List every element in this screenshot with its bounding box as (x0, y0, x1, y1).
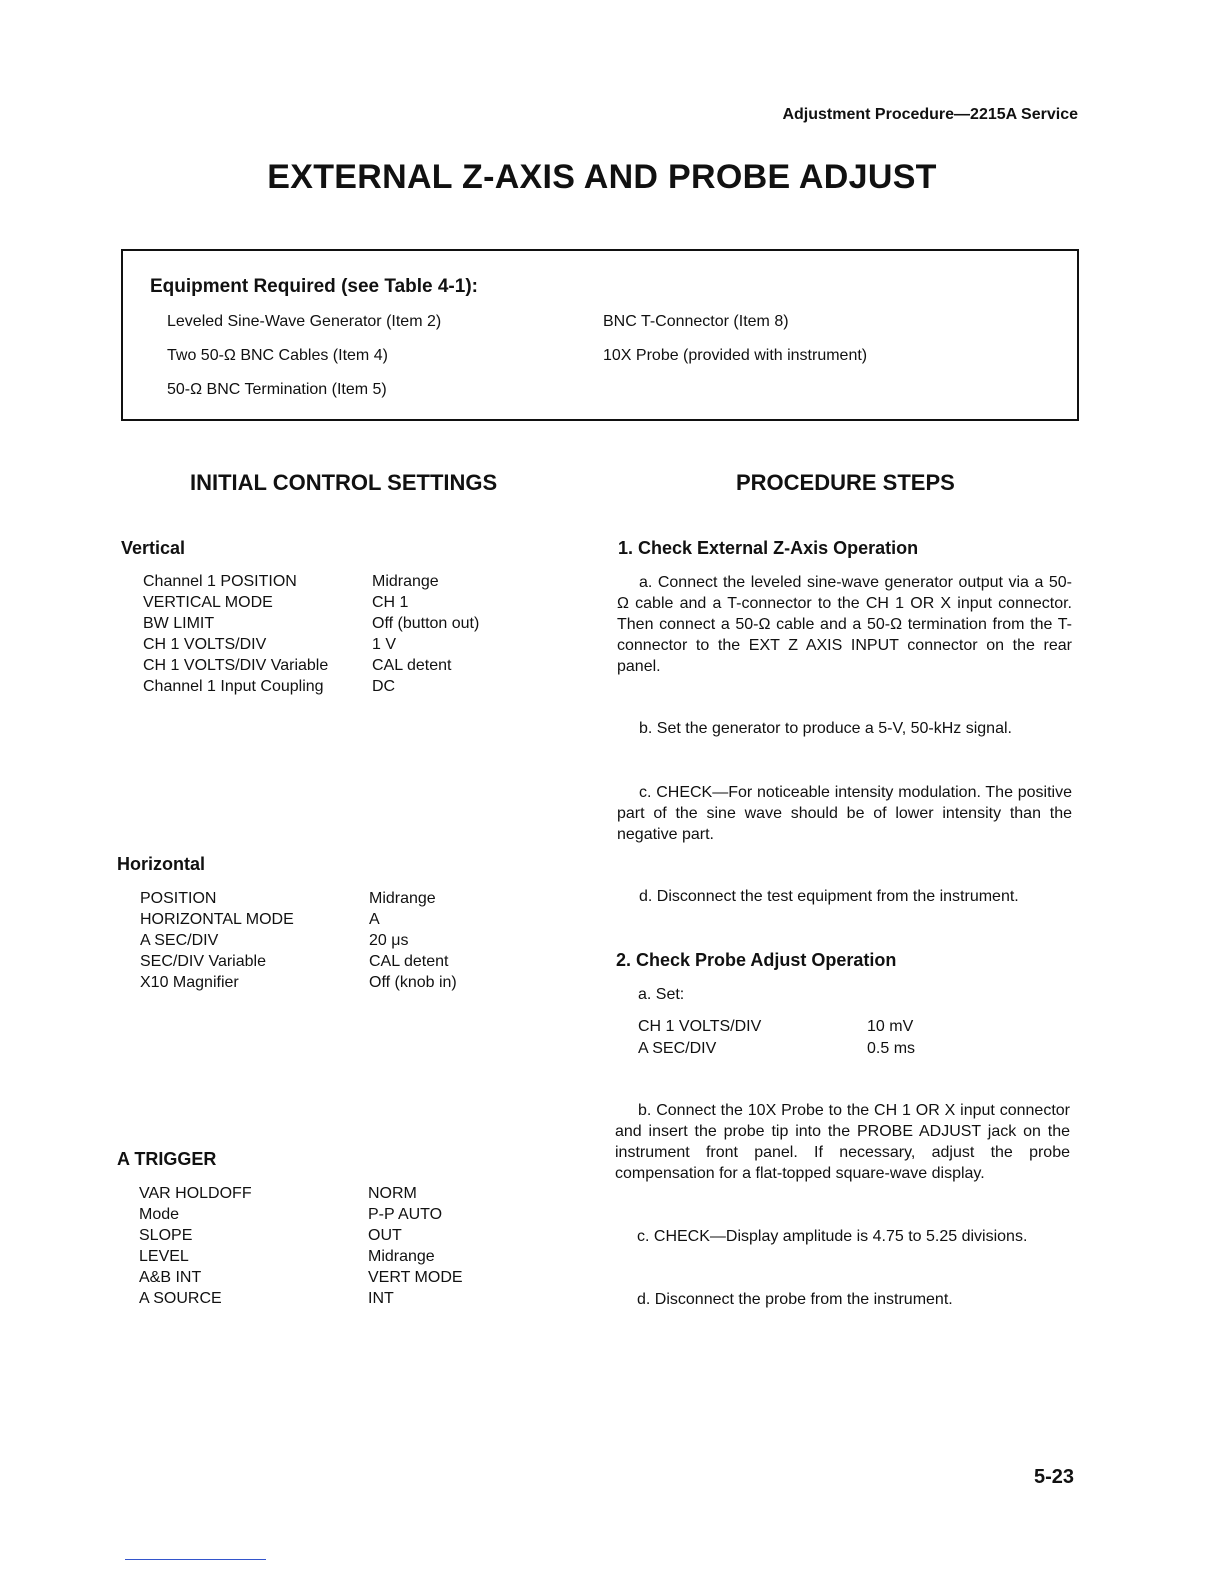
step-2b-text: b. Connect the 10X Probe to the CH 1 OR X input connector and insert the probe tip into the PROBE ADJUST jack on the instrument front panel. If necessary, adjust the probe compensation for a flat-topped square-wave display. (615, 1102, 1070, 1182)
setting-value: Midrange (369, 890, 436, 907)
setting-value: CAL detent (369, 953, 449, 970)
running-head: Adjustment Procedure—2215A Service (782, 106, 1078, 123)
setting-label: Mode (139, 1206, 180, 1223)
setting-row (143, 592, 503, 613)
setting-value: INT (368, 1290, 394, 1307)
step-2-settings (638, 1016, 958, 1060)
setting-label: CH 1 VOLTS/DIV Variable (143, 657, 329, 674)
footer-rule (125, 1559, 266, 1560)
step-1b-text: b. Set the generator to produce a 5-V, 50-kHz signal. (639, 720, 1012, 737)
setting-value: A (369, 911, 380, 928)
setting-value: Midrange (368, 1248, 435, 1265)
setting-label: A&B INT (139, 1269, 202, 1286)
setting-value: 20 μs (369, 932, 409, 949)
setting-value: 10 mV (867, 1018, 914, 1035)
setting-value: DC (372, 678, 396, 695)
setting-value: CH 1 (372, 594, 409, 611)
setting-row (140, 930, 500, 951)
page-title: EXTERNAL Z-AXIS AND PROBE ADJUST (267, 158, 937, 196)
setting-label: HORIZONTAL MODE (140, 911, 294, 928)
setting-row (638, 1016, 958, 1038)
setting-row (143, 655, 503, 676)
setting-value: Midrange (372, 573, 439, 590)
setting-row (143, 676, 503, 697)
setting-label: BW LIMIT (143, 615, 215, 632)
setting-label: POSITION (140, 890, 217, 907)
setting-row (140, 951, 500, 972)
setting-value: Off (knob in) (369, 974, 457, 991)
setting-row (139, 1267, 499, 1288)
equipment-heading: Equipment Required (see Table 4-1): (150, 276, 478, 297)
step-2d-text: d. Disconnect the probe from the instrument. (637, 1291, 953, 1308)
setting-value: 0.5 ms (867, 1040, 916, 1057)
horizontal-heading: Horizontal (117, 854, 205, 874)
setting-value: NORM (368, 1185, 417, 1202)
step-1d-text: d. Disconnect the test equipment from the instrument. (639, 888, 1019, 905)
page-number: 5-23 (1034, 1466, 1075, 1488)
step-1-title: 1. Check External Z-Axis Operation (618, 538, 919, 558)
setting-label: SLOPE (139, 1227, 193, 1244)
equipment-item: 10X Probe (provided with instrument) (603, 347, 868, 364)
setting-label: A SEC/DIV (140, 932, 219, 949)
step-2c-text: c. CHECK—Display amplitude is 4.75 to 5.25 divisions. (637, 1228, 1028, 1245)
step-1c-text: c. CHECK—For noticeable intensity modulation. The positive part of the sine wave should be of lower intensity than the negative part. (617, 784, 1072, 843)
setting-row (139, 1183, 499, 1204)
horizontal-settings (140, 888, 500, 993)
initial-settings-heading: INITIAL CONTROL SETTINGS (190, 470, 498, 495)
setting-row (143, 613, 503, 634)
setting-row (638, 1038, 958, 1060)
setting-value: 1 V (372, 636, 397, 653)
equipment-item: 50-Ω BNC Termination (Item 5) (167, 381, 387, 398)
setting-label: A SOURCE (139, 1290, 222, 1307)
vertical-settings (143, 571, 503, 697)
setting-label: A SEC/DIV (638, 1040, 717, 1057)
setting-label: VAR HOLDOFF (139, 1185, 252, 1202)
trigger-settings (139, 1183, 499, 1309)
step-2a-text: a. Set: (638, 986, 685, 1003)
setting-value: VERT MODE (368, 1269, 463, 1286)
setting-row (140, 909, 500, 930)
equipment-item: Two 50-Ω BNC Cables (Item 4) (167, 347, 388, 364)
setting-label: X10 Magnifier (140, 974, 239, 991)
equipment-item: Leveled Sine-Wave Generator (Item 2) (167, 313, 442, 330)
setting-row (143, 634, 503, 655)
vertical-heading: Vertical (121, 538, 186, 558)
trigger-heading: A TRIGGER (117, 1149, 217, 1169)
setting-value: Off (button out) (372, 615, 480, 632)
equipment-item: BNC T-Connector (Item 8) (603, 313, 789, 330)
setting-value: P-P AUTO (368, 1206, 443, 1223)
setting-row (140, 888, 500, 909)
setting-row (139, 1225, 499, 1246)
setting-row (139, 1288, 499, 1309)
setting-label: LEVEL (139, 1248, 189, 1265)
step-1a-text: a. Connect the leveled sine-wave generator output via a 50-Ω cable and a T-connector to the CH 1 OR X input connector. Then connect a 50-Ω cable and a 50-Ω termination from the T-connector to the EXT Z AXIS INPUT connector on the rear panel. (617, 574, 1072, 675)
setting-label: Channel 1 POSITION (143, 573, 297, 590)
setting-value: OUT (368, 1227, 402, 1244)
setting-row (140, 972, 500, 993)
setting-label: SEC/DIV Variable (140, 953, 266, 970)
setting-label: Channel 1 Input Coupling (143, 678, 324, 695)
setting-value: CAL detent (372, 657, 452, 674)
setting-label: CH 1 VOLTS/DIV (638, 1018, 762, 1035)
setting-label: VERTICAL MODE (143, 594, 273, 611)
setting-row (143, 571, 503, 592)
setting-row (139, 1204, 499, 1225)
setting-label: CH 1 VOLTS/DIV (143, 636, 267, 653)
procedure-heading: PROCEDURE STEPS (736, 470, 955, 495)
setting-row (139, 1246, 499, 1267)
step-2-title: 2. Check Probe Adjust Operation (616, 950, 897, 970)
